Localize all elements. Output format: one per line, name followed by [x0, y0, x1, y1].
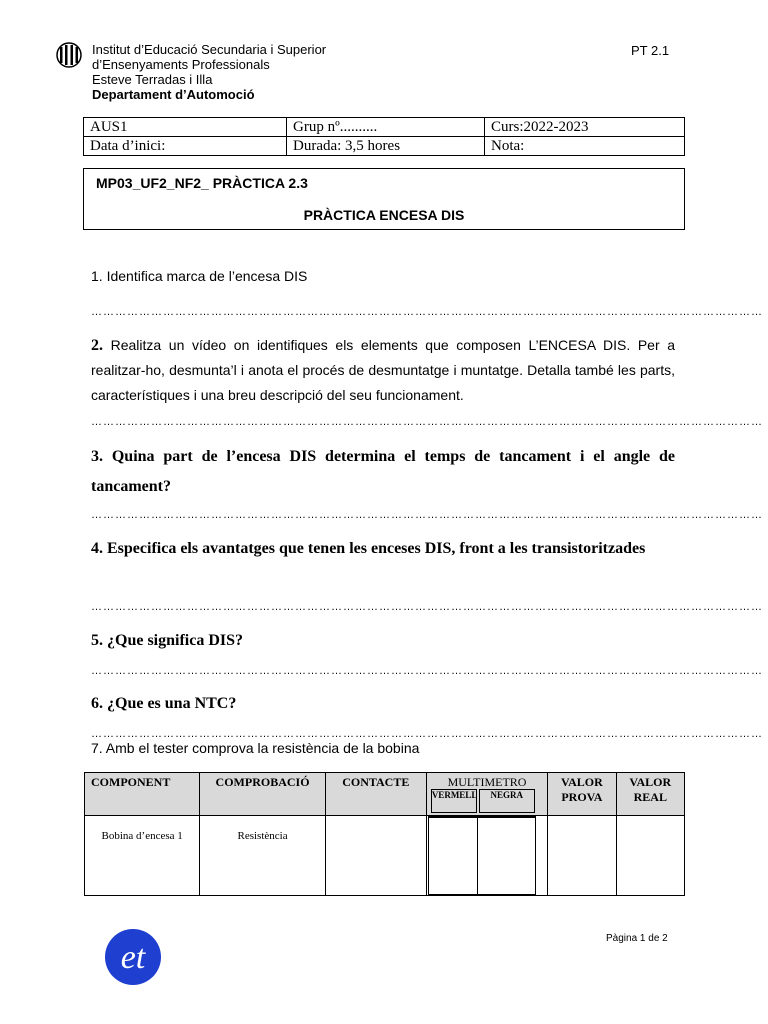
- row-contact-cell[interactable]: [325, 816, 426, 896]
- question-6: 6. ¿Que es una NTC?: [91, 695, 237, 712]
- header-component: COMPONENT: [85, 773, 200, 816]
- header-real-value: VALOR REAL: [616, 773, 684, 816]
- header-black-probe: NEGRA: [479, 789, 535, 813]
- group-number: Grup nº..........: [287, 118, 485, 137]
- measurement-table: [84, 772, 685, 896]
- practice-code: MP03_UF2_NF2_ PRÀCTICA 2.3: [96, 175, 308, 191]
- answer-line: ……………………………………………………………………………………………………………………………………………………: [91, 665, 763, 677]
- row-real-value-cell[interactable]: [616, 816, 684, 896]
- generalitat-logo-icon: [56, 42, 82, 68]
- practice-title: PRÀCTICA ENCESA DIS: [303, 207, 465, 223]
- institute-line-3: Esteve Terradas i Illa: [92, 72, 213, 87]
- et-logo-text: et: [120, 939, 146, 976]
- answer-line: ……………………………………………………………………………………………………………………………………………………: [91, 416, 763, 428]
- row-component: Bobina d’encesa 1: [85, 816, 200, 896]
- course: Curs:2022-2023: [485, 118, 685, 137]
- black-probe-value-cell[interactable]: [477, 816, 536, 895]
- institute-line-1: Institut d’Educació Secundaria i Superior: [92, 42, 327, 57]
- question-5: 5. ¿Que significa DIS?: [91, 632, 244, 649]
- duration: Durada: 3,5 hores: [287, 137, 485, 156]
- institute-name: [92, 42, 326, 102]
- table-row: [85, 816, 685, 896]
- row-test-value-cell[interactable]: [548, 816, 616, 896]
- header-check: COMPROBACIÓ: [200, 773, 326, 816]
- group-code: AUS1: [84, 118, 287, 137]
- info-table: [83, 117, 685, 156]
- answer-line: ……………………………………………………………………………………………………………………………………………………: [91, 601, 763, 613]
- red-probe-value-cell[interactable]: [428, 816, 478, 895]
- answer-line: ……………………………………………………………………………………………………………………………………………………: [91, 728, 763, 740]
- question-3: 3. Quina part de l’encesa DIS determina el temps de tancament i el angle de tancament?: [91, 448, 675, 495]
- start-date: Data d’inici:: [84, 137, 287, 156]
- multimeter-title: MULTIMETRO: [447, 775, 527, 789]
- row-check: Resistència: [200, 816, 326, 896]
- title-box: [83, 168, 685, 230]
- answer-line: ……………………………………………………………………………………………………………………………………………………: [91, 509, 763, 521]
- header-multimeter: [426, 773, 547, 816]
- question-2-number: 2.: [91, 337, 103, 354]
- question-4: 4. Especifica els avantatges que tenen les enceses DIS, front a les transistoritzades: [91, 540, 646, 557]
- doc-code: PT 2.1: [631, 43, 670, 58]
- question-2: [91, 333, 675, 408]
- table-header-row: [85, 773, 685, 816]
- header-red-probe: VERMELL: [431, 789, 477, 813]
- question-7: 7. Amb el tester comprova la resistència de la bobina: [91, 740, 420, 756]
- answer-line: ……………………………………………………………………………………………………………………………………………………: [91, 306, 763, 318]
- page-number: Pàgina 1 de 2: [606, 933, 668, 944]
- row-multimeter-cell: [426, 816, 547, 896]
- grade: Nota:: [485, 137, 685, 156]
- header-test-value: VALOR PROVA: [548, 773, 616, 816]
- institute-line-2: d’Ensenyaments Professionals: [92, 57, 270, 72]
- et-logo-icon: [104, 928, 162, 986]
- question-1: 1. Identifica marca de l’encesa DIS: [91, 268, 308, 284]
- header-contact: CONTACTE: [325, 773, 426, 816]
- question-2-text: Realitza un vídeo on identifiques els elements que composen L’ENCESA DIS. Per a realitzar-ho, desmunta’l i anota el procés de desmuntatge i muntatge. Detalla també les parts, característiques i una breu descripció del seu funcionament.: [91, 337, 675, 403]
- department-name: Departament d’Automoció: [92, 87, 255, 102]
